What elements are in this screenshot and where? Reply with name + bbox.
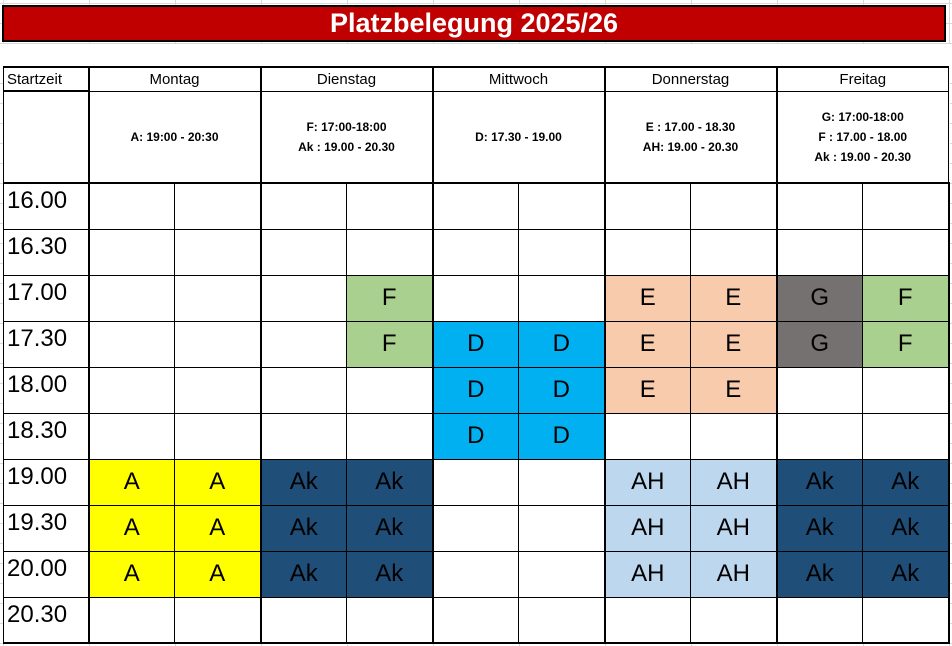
booking-cell (519, 597, 605, 643)
time-slot-row (4, 367, 949, 413)
training-info-donnerstag (605, 91, 777, 183)
booking-cell (605, 183, 691, 229)
training-info-line: D: 17.30 - 19.00 (475, 129, 562, 144)
training-info-line: Ak : 19.00 - 20.30 (298, 139, 395, 154)
booking-cell: D (519, 413, 605, 459)
booking-cell (519, 183, 605, 229)
booking-cell (519, 551, 605, 597)
training-info-line: AH: 19.00 - 20.30 (642, 139, 739, 154)
booking-cell (89, 321, 175, 367)
header-row (4, 67, 949, 91)
booking-cell (605, 413, 691, 459)
booking-cell: D (519, 321, 605, 367)
booking-cell: A (89, 505, 175, 551)
booking-cell (691, 597, 777, 643)
booking-cell (261, 183, 347, 229)
booking-cell (433, 459, 519, 505)
booking-cell (347, 229, 433, 275)
booking-cell (261, 367, 347, 413)
booking-cell: Ak (777, 505, 863, 551)
booking-cell: Ak (261, 459, 347, 505)
day-header-donnerstag: Donnerstag (605, 67, 777, 91)
booking-cell (175, 229, 261, 275)
booking-cell: Ak (261, 551, 347, 597)
start-time: 17.00 (4, 275, 89, 321)
booking-cell: AH (605, 459, 691, 505)
booking-cell (863, 183, 949, 229)
time-slot-row (4, 183, 949, 229)
booking-cell (347, 367, 433, 413)
booking-cell (433, 551, 519, 597)
booking-cell (691, 229, 777, 275)
booking-cell (863, 597, 949, 643)
time-slot-row (4, 321, 949, 367)
booking-cell (777, 183, 863, 229)
booking-cell: E (691, 321, 777, 367)
booking-cell: Ak (863, 551, 949, 597)
start-time: 18.30 (4, 413, 89, 459)
start-time: 19.00 (4, 459, 89, 505)
booking-cell: E (691, 275, 777, 321)
booking-cell (433, 183, 519, 229)
booking-cell (605, 597, 691, 643)
day-header-dienstag: Dienstag (261, 67, 433, 91)
booking-cell (433, 597, 519, 643)
time-slot-row (4, 597, 949, 643)
booking-cell: Ak (777, 551, 863, 597)
time-slot-row (4, 551, 949, 597)
booking-cell: F (863, 275, 949, 321)
booking-cell (175, 367, 261, 413)
booking-cell: AH (605, 551, 691, 597)
booking-cell (175, 275, 261, 321)
day-header-freitag: Freitag (777, 67, 949, 91)
time-slot-row (4, 459, 949, 505)
training-info-row (4, 91, 949, 183)
booking-cell: F (347, 321, 433, 367)
start-time: 20.00 (4, 551, 89, 597)
training-info-freitag (777, 91, 949, 183)
booking-cell (777, 597, 863, 643)
training-info-dienstag (261, 91, 433, 183)
booking-cell: G (777, 321, 863, 367)
booking-cell (863, 367, 949, 413)
booking-cell: D (433, 413, 519, 459)
spacer (0, 44, 952, 66)
booking-cell: D (433, 367, 519, 413)
booking-cell (519, 459, 605, 505)
booking-cell (261, 321, 347, 367)
booking-cell: A (175, 459, 261, 505)
booking-cell: Ak (863, 459, 949, 505)
start-time: 16.00 (4, 183, 89, 229)
booking-cell: Ak (777, 459, 863, 505)
booking-cell (433, 275, 519, 321)
training-info-line: E : 17.00 - 18.30 (645, 119, 736, 134)
booking-cell: E (605, 275, 691, 321)
booking-cell (89, 229, 175, 275)
training-info-mittwoch (433, 91, 605, 183)
training-info-line: F : 17.00 - 18.00 (818, 129, 908, 144)
day-header-montag: Montag (89, 67, 261, 91)
booking-cell (347, 413, 433, 459)
day-header-mittwoch: Mittwoch (433, 67, 605, 91)
booking-cell: G (777, 275, 863, 321)
booking-cell (89, 413, 175, 459)
booking-cell (691, 183, 777, 229)
booking-cell (863, 413, 949, 459)
booking-cell: A (175, 551, 261, 597)
booking-cell (175, 183, 261, 229)
booking-cell: F (347, 275, 433, 321)
training-info-line: A: 19:00 - 20:30 (130, 129, 219, 144)
booking-cell (347, 597, 433, 643)
booking-cell (433, 505, 519, 551)
booking-cell (777, 413, 863, 459)
schedule-table (3, 66, 950, 644)
booking-cell: Ak (261, 505, 347, 551)
booking-cell: D (519, 367, 605, 413)
booking-cell: F (863, 321, 949, 367)
booking-cell (175, 413, 261, 459)
info-row-label-cell (4, 91, 89, 183)
start-time: 20.30 (4, 597, 89, 643)
booking-cell: AH (605, 505, 691, 551)
start-time: 17.30 (4, 321, 89, 367)
booking-cell: AH (691, 459, 777, 505)
booking-cell (89, 183, 175, 229)
training-info-line: F: 17:00-18:00 (306, 119, 387, 134)
start-time: 18.00 (4, 367, 89, 413)
startzeit-header: Startzeit (4, 67, 89, 91)
booking-cell (519, 505, 605, 551)
page-title: Platzbelegung 2025/26 (2, 5, 946, 42)
time-slot-row (4, 413, 949, 459)
booking-cell: E (605, 367, 691, 413)
booking-cell: A (89, 551, 175, 597)
booking-cell (777, 367, 863, 413)
booking-cell (89, 597, 175, 643)
booking-cell (605, 229, 691, 275)
booking-cell: D (433, 321, 519, 367)
booking-cell (89, 367, 175, 413)
booking-cell: AH (691, 505, 777, 551)
booking-cell (261, 229, 347, 275)
booking-cell: Ak (347, 459, 433, 505)
booking-cell (863, 229, 949, 275)
booking-cell: E (691, 367, 777, 413)
training-info-line: G: 17:00-18:00 (821, 109, 904, 124)
booking-cell: A (175, 505, 261, 551)
booking-cell (175, 597, 261, 643)
booking-cell (261, 275, 347, 321)
booking-cell (519, 275, 605, 321)
booking-cell: E (605, 321, 691, 367)
booking-cell (777, 229, 863, 275)
booking-cell: Ak (347, 505, 433, 551)
start-time: 19.30 (4, 505, 89, 551)
training-info-line: Ak : 19.00 - 20.30 (814, 149, 912, 164)
booking-cell (347, 183, 433, 229)
training-info-montag (89, 91, 261, 183)
booking-cell: A (89, 459, 175, 505)
time-slot-row (4, 505, 949, 551)
booking-cell (691, 413, 777, 459)
booking-cell (261, 413, 347, 459)
booking-cell (433, 229, 519, 275)
booking-cell: Ak (863, 505, 949, 551)
start-time: 16.30 (4, 229, 89, 275)
booking-cell (261, 597, 347, 643)
time-slot-row (4, 229, 949, 275)
booking-cell (175, 321, 261, 367)
booking-cell: AH (691, 551, 777, 597)
time-slot-row (4, 275, 949, 321)
booking-cell (519, 229, 605, 275)
booking-cell (89, 275, 175, 321)
booking-cell: Ak (347, 551, 433, 597)
